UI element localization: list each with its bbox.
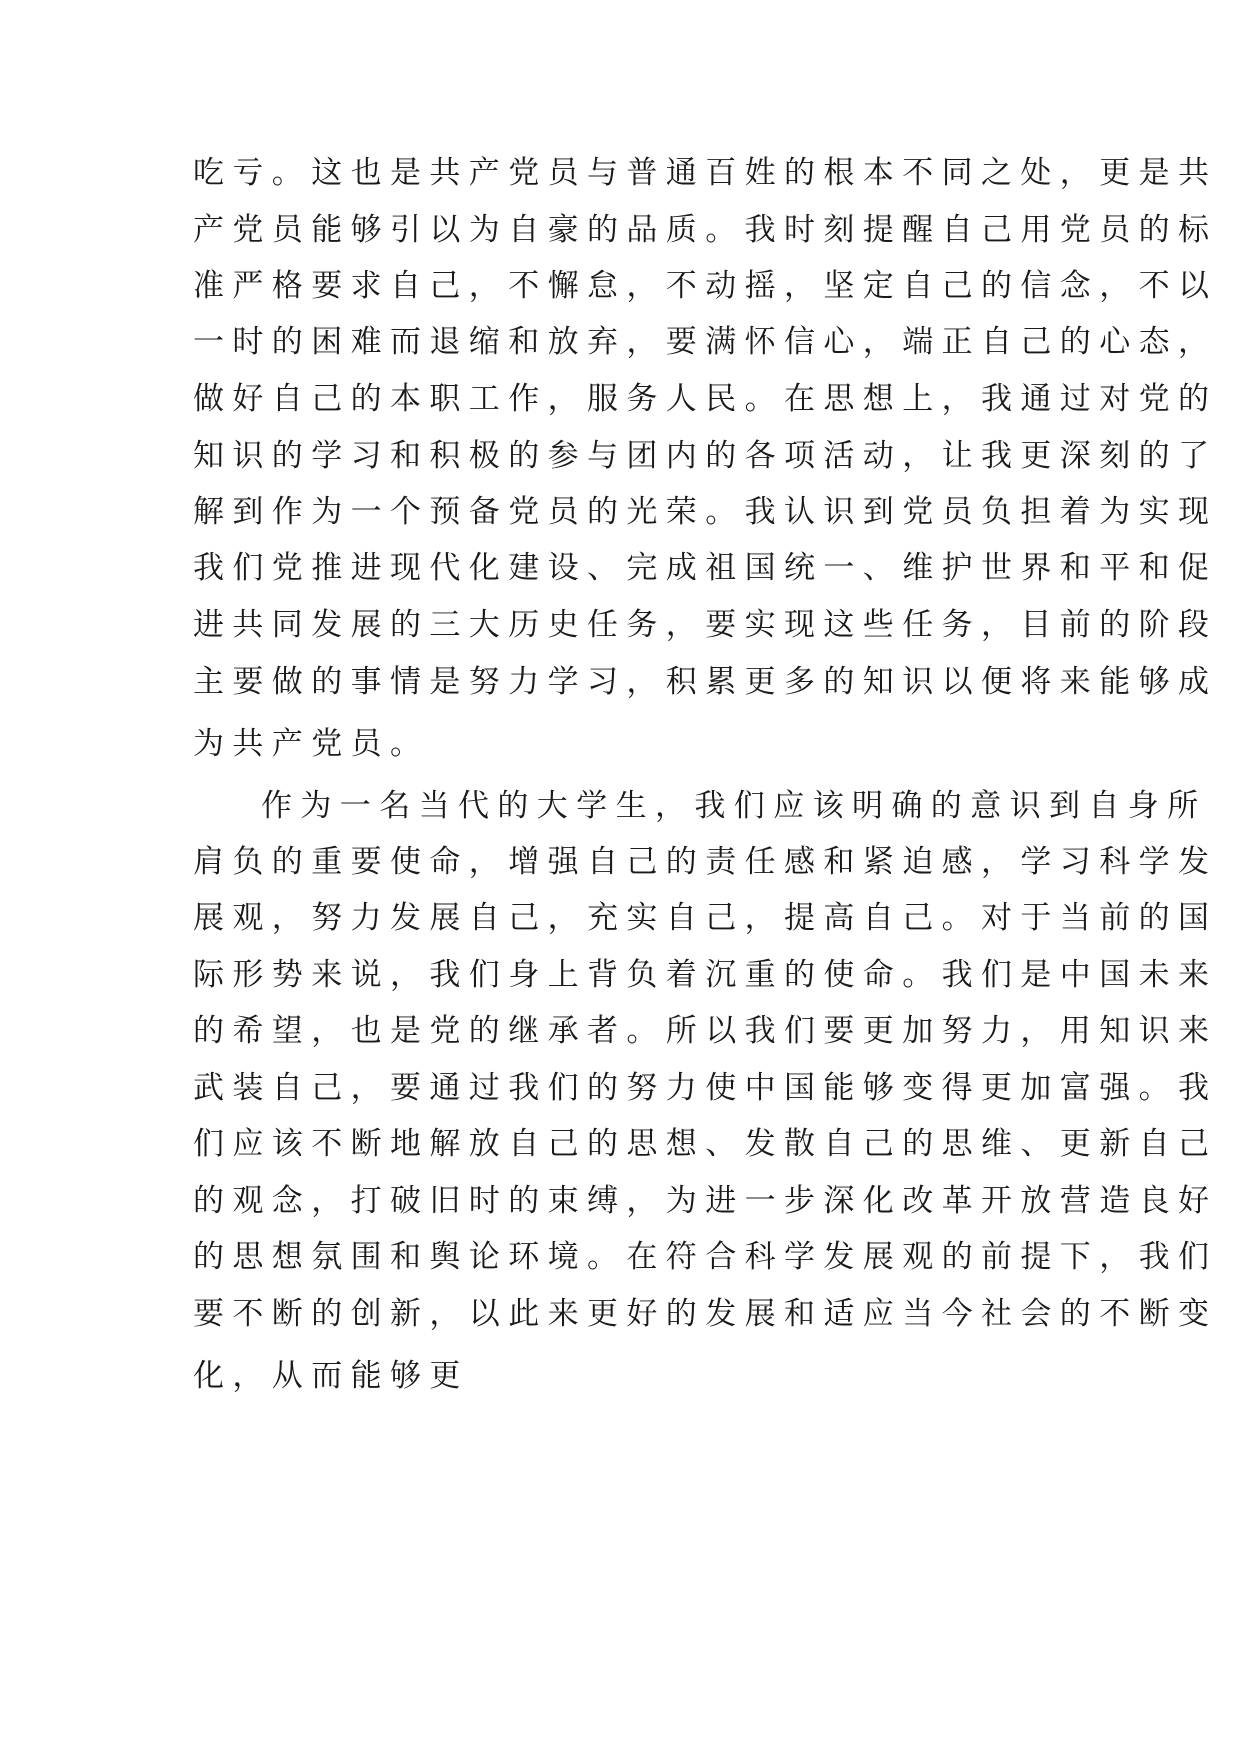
paragraph-2-line-8: 的观念，打破旧时的束缚，为进一步深化改革开放营造良好	[193, 1183, 1218, 1219]
paragraph-1-line-6: 知识的学习和积极的参与团内的各项活动，让我更深刻的了	[193, 438, 1218, 474]
paragraph-1-line-4: 一时的困难而退缩和放弃，要满怀信心，端正自己的心态，	[193, 324, 1218, 360]
paragraph-2-line-10: 要不断的创新，以此来更好的发展和适应当今社会的不断变	[193, 1296, 1218, 1332]
paragraph-1-line-9: 进共同发展的三大历史任务，要实现这些任务，目前的阶段	[193, 607, 1218, 643]
paragraph-1-line-3: 准严格要求自己，不懈怠，不动摇，坚定自己的信念，不以	[193, 268, 1218, 304]
paragraph-1-line-11: 为共产党员。	[193, 726, 430, 762]
paragraph-2-line-7: 们应该不断地解放自己的思想、发散自己的思维、更新自己	[193, 1126, 1218, 1162]
paragraph-2-line-1: 作为一名当代的大学生，我们应该明确的意识到自身所	[261, 788, 1207, 824]
paragraph-1-line-5: 做好自己的本职工作，服务人民。在思想上，我通过对党的	[193, 381, 1218, 417]
paragraph-2-line-11: 化，从而能够更	[193, 1358, 469, 1394]
paragraph-2-line-9: 的思想氛围和舆论环境。在符合科学发展观的前提下，我们	[193, 1239, 1218, 1275]
paragraph-2-line-3: 展观，努力发展自己，充实自己，提高自己。对于当前的国	[193, 900, 1218, 936]
paragraph-2-line-5: 的希望，也是党的继承者。所以我们要更加努力，用知识来	[193, 1013, 1218, 1049]
paragraph-2-line-6: 武装自己，要通过我们的努力使中国能够变得更加富强。我	[193, 1070, 1218, 1106]
paragraph-2-line-2: 肩负的重要使命，增强自己的责任感和紧迫感，学习科学发	[193, 844, 1218, 880]
paragraph-2-line-4: 际形势来说，我们身上背负着沉重的使命。我们是中国未来	[193, 957, 1218, 993]
paragraph-1-line-8: 我们党推进现代化建设、完成祖国统一、维护世界和平和促	[193, 550, 1218, 586]
paragraph-1-line-2: 产党员能够引以为自豪的品质。我时刻提醒自己用党员的标	[193, 212, 1218, 248]
paragraph-1-line-10: 主要做的事情是努力学习，积累更多的知识以便将来能够成	[193, 664, 1218, 700]
paragraph-1-line-7: 解到作为一个预备党员的光荣。我认识到党员负担着为实现	[193, 494, 1218, 530]
paragraph-1-line-1: 吃亏。这也是共产党员与普通百姓的根本不同之处，更是共	[193, 155, 1218, 191]
